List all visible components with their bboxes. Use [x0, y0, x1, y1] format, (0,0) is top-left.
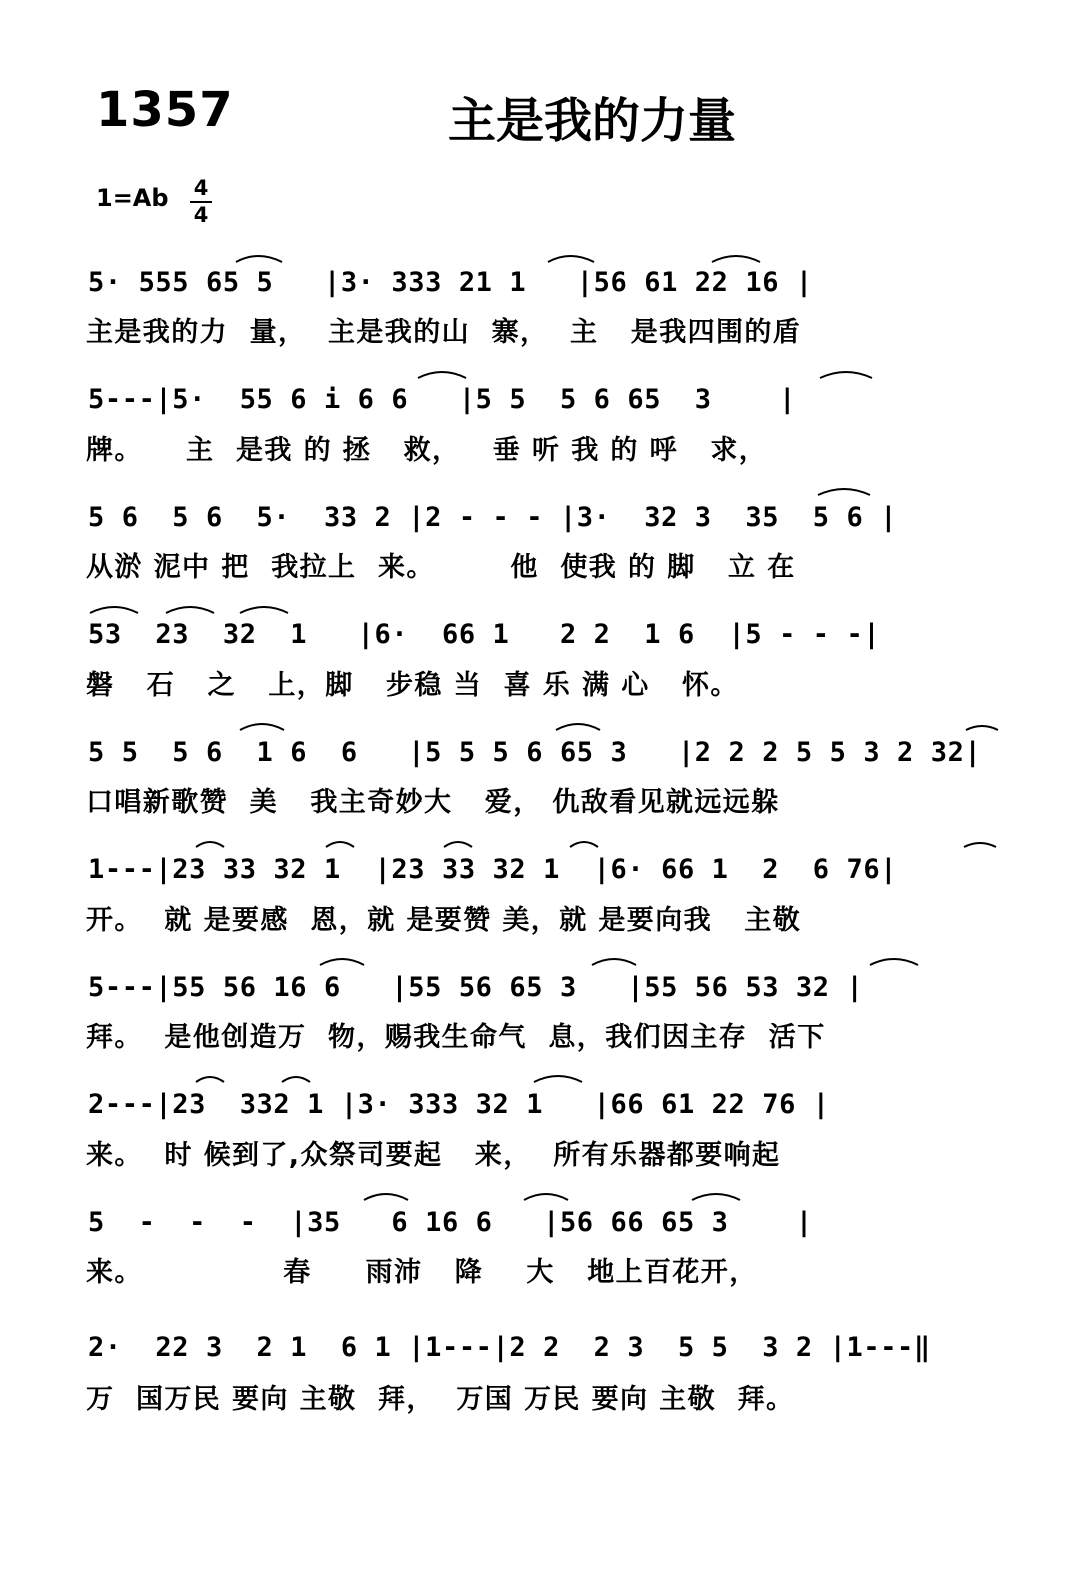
slur-arc	[524, 1194, 568, 1200]
slur-arc	[964, 843, 996, 847]
song-title: 主是我的力量	[448, 93, 737, 149]
notation-row-10: 2· 22 3 2 1 6 1 |1---|2 2 2 3 5 5 3 2 |1---‖	[88, 1332, 931, 1363]
slur-arc	[556, 724, 600, 730]
notation-row-2: 5---|5· 55 6 i 6 6 |5 5 5 6 65 3 |	[88, 384, 796, 415]
slur-arc	[364, 1194, 408, 1200]
lyrics-row-1: 主是我的力 量， 主是我的山 寨， 主 是我四围的盾	[86, 317, 802, 348]
slur-arc	[966, 726, 998, 730]
lyrics-row-3: 从淤 泥中 把 我拉上 来。 他 使我 的 脚 立 在	[86, 552, 796, 583]
lyrics-row-10: 万 国万民 要向 主敬 拜， 万国 万民 要向 主敬 拜。	[86, 1384, 795, 1415]
lyrics-row-4: 磐 石 之 上，脚 步稳 当 喜 乐 满 心 怀。	[86, 670, 739, 701]
slur-arc	[240, 724, 284, 730]
lyrics-row-8: 来。 时 候到了,众祭司要起 来， 所有乐器都要响起	[86, 1140, 781, 1171]
song-number: 1357	[96, 82, 234, 138]
time-signature-top: 4	[193, 176, 209, 200]
time-signature-bottom: 4	[190, 201, 212, 228]
notation-row-4: 53 23 32 1 |6· 66 1 2 2 1 6 |5 - - -|	[88, 619, 881, 650]
slur-arc	[166, 607, 214, 613]
lyrics-row-9: 来。 春 雨沛 降 大 地上百花开，	[86, 1257, 758, 1288]
slur-arc	[282, 1077, 310, 1082]
slur-arc	[870, 959, 918, 965]
slur-arc	[196, 1077, 224, 1082]
lyrics-row-2: 牌。 主 是我 的 拯 救， 垂 听 我 的 呼 求，	[86, 435, 768, 466]
slur-arc	[320, 959, 364, 965]
slur-arc	[712, 256, 760, 262]
notation-row-3: 5 6 5 6 5· 33 2 |2 - - - |3· 32 3 35 5 6 |	[88, 502, 898, 533]
slur-arc	[418, 372, 466, 378]
slur-arc	[534, 1076, 582, 1082]
slur-arc	[444, 842, 472, 847]
slur-arc	[196, 842, 224, 847]
notation-row-9: 5 - - - |35 6 16 6 |56 66 65 3 |	[88, 1207, 813, 1238]
slur-arc	[818, 489, 870, 495]
slur-arc	[548, 256, 594, 262]
slur-arc	[240, 607, 288, 613]
slur-arc	[326, 842, 354, 847]
lyrics-row-6: 开。 就 是要感 恩，就 是要赞 美，就 是要向我 主敬	[86, 905, 802, 936]
slur-arc	[592, 959, 636, 965]
notation-row-6: 1---|23 33 32 1 |23 33 32 1 |6· 66 1 2 6 76|	[88, 854, 898, 885]
slur-arc	[570, 842, 598, 847]
slur-arc	[236, 256, 282, 262]
notation-row-1: 5· 555 65 5 |3· 333 21 1 |56 61 22 16 |	[88, 267, 813, 298]
slur-arc	[820, 372, 872, 378]
lyrics-row-7: 拜。 是他创造万 物，赐我生命气 息，我们因主存 活下	[86, 1022, 826, 1053]
notation-row-8: 2---|23 332 1 |3· 333 32 1 |66 61 22 76 |	[88, 1089, 830, 1120]
slur-arc	[692, 1194, 740, 1200]
notation-row-7: 5---|55 56 16 6 |55 56 65 3 |55 56 53 32 |	[88, 972, 864, 1003]
notation-row-5: 5 5 5 6 1 6 6 |5 5 5 6 65 3 |2 2 2 5 5 3 2 32|	[88, 737, 982, 768]
key-signature: 1=Ab	[96, 184, 169, 212]
slur-arc	[90, 607, 138, 613]
lyrics-row-5: 口唱新歌赞 美 我主奇妙大 爱， 仇敌看见就远远躲	[86, 787, 780, 818]
